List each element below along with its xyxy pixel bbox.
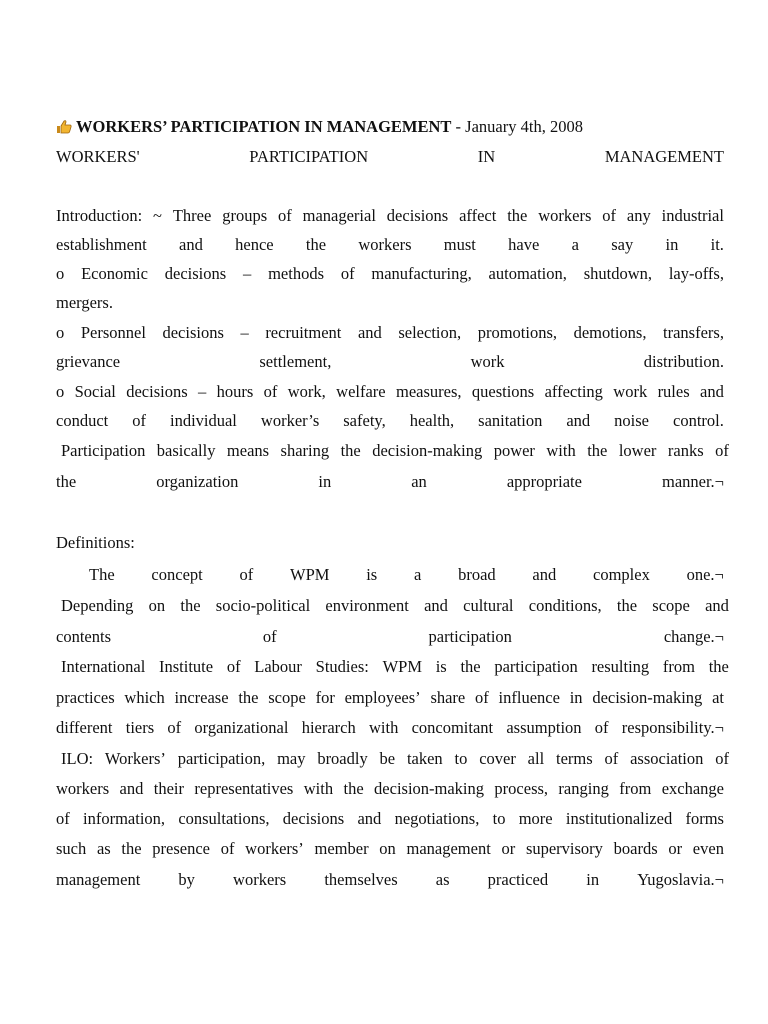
word: ranging: [558, 779, 609, 798]
word: to: [454, 749, 468, 768]
text-line-l13: [89, 565, 724, 585]
word: cover: [479, 749, 516, 768]
word: lower: [618, 441, 657, 460]
word: supervisory: [525, 839, 603, 858]
word: shutdown,: [583, 264, 652, 283]
word: contents: [56, 627, 111, 646]
word: work: [613, 382, 648, 401]
word: practiced: [487, 870, 549, 889]
word: the: [343, 779, 364, 798]
word: PARTICIPATION: [249, 147, 369, 166]
word: noise: [614, 411, 649, 430]
word: member: [314, 839, 369, 858]
word: concept: [151, 565, 203, 584]
word: worker’s: [260, 411, 320, 430]
word: hours: [216, 382, 254, 401]
word: of: [602, 206, 617, 225]
word: demotions,: [573, 323, 647, 342]
word: employees’: [344, 688, 421, 707]
word: ILO:: [61, 749, 94, 768]
word: appropriate: [506, 472, 582, 491]
word: Participation: [61, 441, 146, 460]
word: an: [411, 472, 427, 491]
word: –: [243, 264, 252, 283]
word: be: [379, 749, 396, 768]
word: process,: [494, 779, 549, 798]
word: Economic: [81, 264, 148, 283]
word: welfare: [336, 382, 386, 401]
word: promotions,: [477, 323, 557, 342]
word: of: [132, 411, 146, 430]
word: taken: [406, 749, 443, 768]
word: and: [566, 411, 591, 430]
word: –: [240, 323, 249, 342]
title-heading: WORKERS’ PARTICIPATION IN MANAGEMENT: [76, 117, 452, 136]
word: participation,: [177, 749, 266, 768]
word: rules: [657, 382, 690, 401]
word: presence: [152, 839, 210, 858]
word: of: [604, 749, 619, 768]
word: of: [239, 565, 254, 584]
text-line-l5: mergers.: [56, 293, 113, 312]
word: control.: [673, 411, 724, 430]
word: of: [715, 749, 729, 768]
word: sharing: [280, 441, 330, 460]
word: a: [571, 235, 579, 254]
word: decision-making: [592, 688, 703, 707]
word: a: [413, 565, 422, 584]
word: from: [662, 657, 695, 676]
word: safety,: [343, 411, 386, 430]
word: even: [692, 839, 724, 858]
word: of: [340, 264, 355, 283]
word: affect: [459, 206, 497, 225]
word: forms: [685, 809, 724, 828]
word: or: [501, 839, 516, 858]
word: methods: [268, 264, 324, 283]
word: of: [594, 718, 609, 737]
word: of: [262, 627, 277, 646]
word: automation,: [488, 264, 567, 283]
word: work,: [287, 382, 326, 401]
word: consultations,: [178, 809, 270, 828]
word: institutionalized: [565, 809, 673, 828]
word: more: [518, 809, 553, 828]
word: in: [318, 472, 332, 491]
word: workers: [233, 870, 287, 889]
word: all: [527, 749, 545, 768]
word: or: [668, 839, 683, 858]
word: industrial: [661, 206, 724, 225]
word: Labour: [254, 657, 302, 676]
text-line-l4: [56, 264, 724, 284]
word: Three: [172, 206, 212, 225]
word: selection,: [398, 323, 462, 342]
word: their: [153, 779, 185, 798]
word: in: [586, 870, 600, 889]
word: different: [56, 718, 113, 737]
word: themselves: [324, 870, 398, 889]
text-line-l7: [56, 352, 724, 372]
word: hence: [235, 235, 274, 254]
word: and: [424, 596, 448, 615]
word: decisions: [386, 206, 449, 225]
word: transfers,: [663, 323, 724, 342]
word: association: [630, 749, 704, 768]
word: and: [179, 235, 203, 254]
word: Personnel: [80, 323, 146, 342]
word: sanitation: [478, 411, 543, 430]
word: establishment: [56, 235, 147, 254]
word: scope: [268, 688, 306, 707]
word: on: [148, 596, 166, 615]
word: o: [56, 264, 65, 283]
word: information,: [83, 809, 166, 828]
word: and: [357, 323, 382, 342]
text-line-l18: [56, 718, 724, 738]
word: lay-offs,: [668, 264, 724, 283]
word: to: [492, 809, 506, 828]
word: as: [435, 870, 450, 889]
text-line-l11: [56, 472, 724, 492]
word: with: [546, 441, 576, 460]
word: decisions: [126, 382, 188, 401]
word: representatives: [194, 779, 294, 798]
text-line-l1: [56, 147, 724, 167]
word: of: [263, 382, 278, 401]
text-line-l2: [56, 206, 724, 226]
text-line-l23: [56, 870, 724, 890]
word: with: [303, 779, 334, 798]
word: complex: [593, 565, 650, 584]
word: ~: [153, 206, 162, 225]
word: o: [56, 382, 65, 401]
word: –: [198, 382, 207, 401]
word: Social: [74, 382, 116, 401]
word: Studies:: [315, 657, 369, 676]
text-line-l10: [56, 441, 729, 461]
word: the: [121, 839, 142, 858]
word: cultural: [463, 596, 514, 615]
word: o: [56, 323, 65, 342]
word: manufacturing,: [371, 264, 472, 283]
word: increase: [174, 688, 229, 707]
word: decision-making: [372, 441, 483, 460]
word: organization: [156, 472, 239, 491]
word: is: [435, 657, 447, 676]
word: the: [507, 206, 528, 225]
word: the: [56, 472, 77, 491]
word: of: [56, 809, 70, 828]
word: IN: [477, 147, 496, 166]
word: Introduction:: [56, 206, 143, 225]
word: conduct: [56, 411, 109, 430]
word: the: [460, 657, 481, 676]
text-line-l3: [56, 235, 724, 255]
text-line-l17: [56, 688, 724, 708]
text-line-l21: [56, 809, 724, 829]
word: of: [167, 718, 182, 737]
word: of: [475, 688, 489, 707]
word: work: [470, 352, 505, 371]
word: any: [626, 206, 651, 225]
word: decisions: [282, 809, 345, 828]
text-line-l15: [56, 627, 724, 647]
word: of: [715, 441, 729, 460]
word: questions: [471, 382, 535, 401]
word: assumption: [506, 718, 582, 737]
word: must: [443, 235, 476, 254]
word: socio-political: [215, 596, 311, 615]
word: participation: [494, 657, 578, 676]
word: in: [569, 688, 583, 707]
word: change.¬: [663, 627, 724, 646]
word: conditions,: [528, 596, 602, 615]
text-line-l20: [56, 779, 724, 799]
word: basically: [156, 441, 216, 460]
word: terms: [556, 749, 593, 768]
word: International: [61, 657, 146, 676]
word: as: [96, 839, 111, 858]
word: the: [180, 596, 201, 615]
word: WORKERS': [56, 147, 140, 166]
word: negotiations,: [394, 809, 480, 828]
word: responsibility.¬: [621, 718, 724, 737]
word: concomitant: [411, 718, 494, 737]
word: Workers’: [104, 749, 166, 768]
word: means: [226, 441, 270, 460]
word: in: [665, 235, 679, 254]
word: the: [708, 657, 729, 676]
word: boards: [613, 839, 658, 858]
text-line-l22: [56, 839, 724, 859]
text-line-l16: [56, 657, 729, 677]
word: workers’: [245, 839, 304, 858]
word: recruitment: [265, 323, 342, 342]
word: Depending: [61, 596, 134, 615]
word: say: [611, 235, 634, 254]
word: and: [119, 779, 144, 798]
word: decisions: [162, 323, 224, 342]
word: influence: [498, 688, 560, 707]
word: ranks: [667, 441, 704, 460]
thumbs-up-icon: [56, 120, 72, 134]
word: power: [493, 441, 535, 460]
word: have: [508, 235, 540, 254]
word: which: [124, 688, 165, 707]
word: broadly: [317, 749, 368, 768]
text-line-l6: [56, 323, 724, 343]
title-date: - January 4th, 2008: [451, 117, 583, 136]
word: exchange: [661, 779, 724, 798]
word: management: [406, 839, 491, 858]
word: resulting: [591, 657, 650, 676]
text-line-l8: [56, 382, 724, 402]
word: management: [56, 870, 141, 889]
text-line-l12: Definitions:: [56, 533, 135, 552]
text-line-l9: [56, 411, 724, 431]
word: at: [712, 688, 724, 707]
word: of: [226, 657, 241, 676]
word: share: [430, 688, 466, 707]
word: hierarch: [301, 718, 356, 737]
word: participation: [428, 627, 512, 646]
word: practices: [56, 688, 115, 707]
document-title: [56, 117, 583, 137]
word: such: [56, 839, 87, 858]
word: Yugoslavia.¬: [637, 870, 724, 889]
word: from: [619, 779, 652, 798]
word: decisions: [164, 264, 227, 283]
word: and: [532, 565, 557, 584]
word: with: [368, 718, 399, 737]
word: manner.¬: [661, 472, 724, 491]
word: and: [357, 809, 382, 828]
word: one.¬: [686, 565, 724, 584]
word: broad: [458, 565, 496, 584]
word: workers: [358, 235, 412, 254]
word: by: [178, 870, 195, 889]
word: of: [220, 839, 235, 858]
word: it.: [710, 235, 724, 254]
word: Institute: [159, 657, 214, 676]
word: scope: [652, 596, 690, 615]
word: and: [700, 382, 724, 401]
word: decision-making: [374, 779, 485, 798]
word: of: [278, 206, 292, 225]
word: workers: [538, 206, 592, 225]
word: WPM: [290, 565, 330, 584]
word: The: [89, 565, 115, 584]
word: individual: [169, 411, 237, 430]
word: grievance: [56, 352, 121, 371]
word: for: [315, 688, 335, 707]
word: MANAGEMENT: [604, 147, 724, 166]
word: settlement,: [259, 352, 332, 371]
word: on: [379, 839, 396, 858]
word: health,: [409, 411, 455, 430]
word: workers: [56, 779, 110, 798]
word: tiers: [125, 718, 155, 737]
word: measures,: [395, 382, 462, 401]
word: environment: [325, 596, 409, 615]
word: distribution.: [643, 352, 724, 371]
word: groups: [222, 206, 268, 225]
word: the: [587, 441, 608, 460]
word: is: [366, 565, 378, 584]
word: managerial: [302, 206, 376, 225]
word: the: [305, 235, 327, 254]
text-line-l19: [56, 749, 729, 769]
word: and: [705, 596, 729, 615]
word: affecting: [544, 382, 603, 401]
word: the: [340, 441, 361, 460]
text-line-l14: [56, 596, 729, 616]
word: organizational: [194, 718, 289, 737]
word: may: [277, 749, 306, 768]
word: the: [238, 688, 259, 707]
word: the: [616, 596, 638, 615]
word: WPM: [382, 657, 422, 676]
